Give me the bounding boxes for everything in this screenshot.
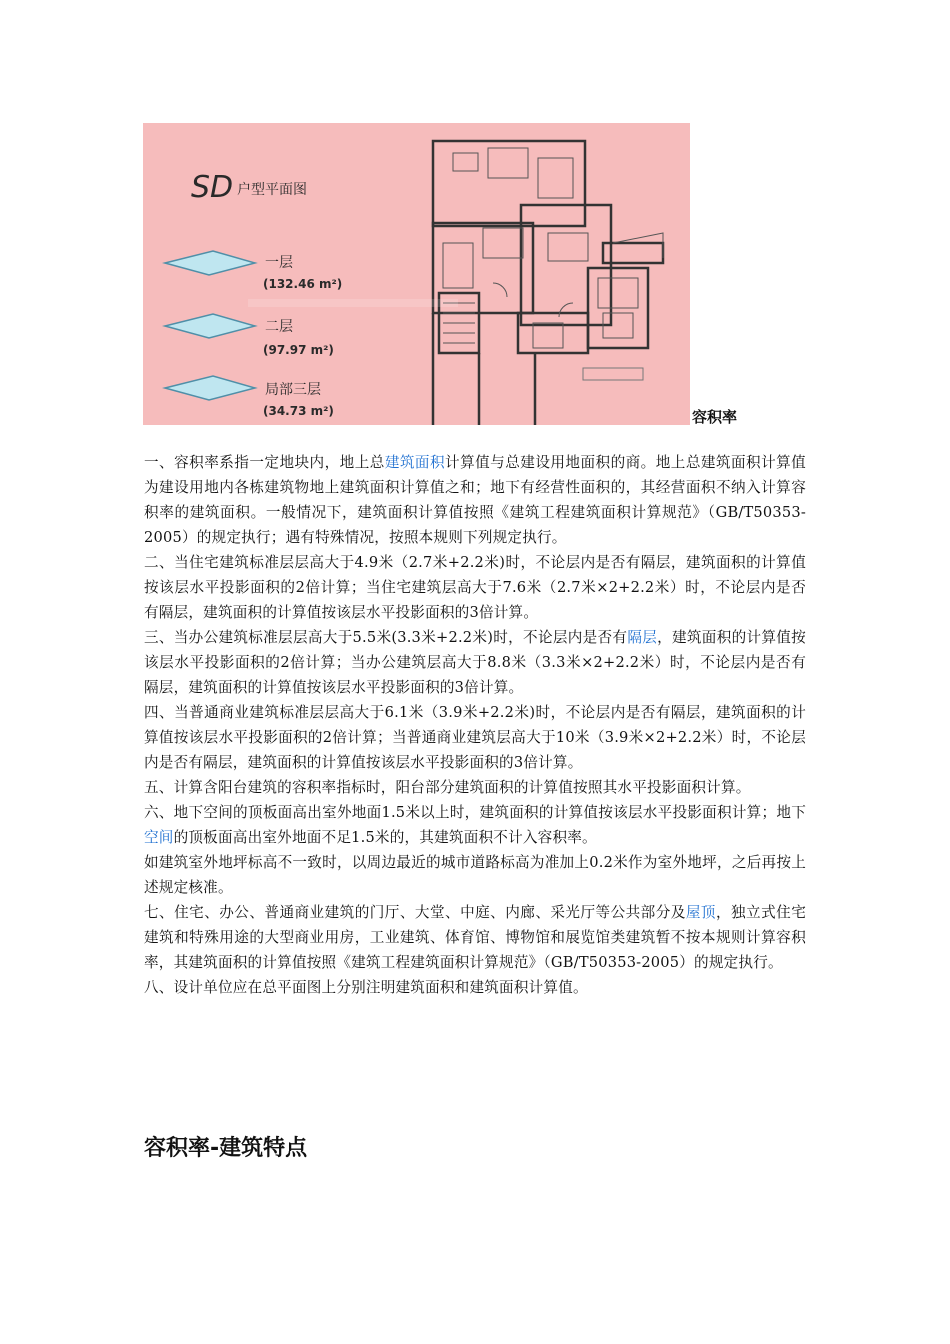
floor-1-label: 一层 [265,255,293,271]
paragraph-text: 二、当住宅建筑标准层层高大于4.9米（2.7米+2.2米)时，不论层内是否有隔层，建筑面积的计算值按该层水平投影面积的2倍计算；当住宅建筑层高大于7.6米（2.7米×2+2.2米）时，不论层内是否有隔层，建筑面积的计算值按该层水平投影面积的3倍计算。 [144,554,806,621]
floor-3-label: 局部三层 [265,382,321,398]
paragraph [144,700,806,775]
paragraph-text: 八、设计单位应在总平面图上分别注明建筑面积和建筑面积计算值。 [144,979,588,996]
paragraph-text: 三、当办公建筑标准层层高大于5.5米(3.3米+2.2米)时，不论层内是否有 [144,629,628,646]
floor-1-area: (132.46 m²) [263,277,343,291]
paragraph [144,625,806,700]
floor-3-area: (34.73 m²) [263,404,334,418]
paragraph-text: ，建筑面积的计算值按该层水平投影面积的2倍计算；当办公建筑层高大于8.8米（3.3米×2+2.2米）时，不论层内是否有隔层，建筑面积的计算值按该层水平投影面积的3倍计算。 [144,629,806,696]
paragraph [144,975,806,1000]
floor-2-area: (97.97 m²) [263,343,334,357]
paragraph-text: 五、计算含阳台建筑的容积率指标时，阳台部分建筑面积的计算值按照其水平投影面积计算。 [144,779,751,796]
paragraph-text: 的顶板面高出室外地面不足1.5米的，其建筑面积不计入容积率。 [173,829,597,846]
paragraph [144,775,806,800]
plan-logo-text: SD [191,170,234,205]
watermark-text [248,299,458,307]
article-body [144,450,806,1000]
inline-link[interactable]: 隔层 [627,629,658,646]
floor-plan-drawing [143,123,690,425]
paragraph-text: 一、容积率系指一定地块内，地上总 [144,454,385,471]
paragraph [144,850,806,900]
floor-2-swatch-icon [165,314,255,338]
paragraph-text: 如建筑室外地坪标高不一致时，以周边最近的城市道路标高为准加上0.2米作为室外地坪，之后再按上述规定核准。 [144,854,806,896]
plan-title-text: 户型平面图 [237,182,307,198]
floor-3-swatch-icon [165,376,255,400]
paragraph-text: 七、住宅、办公、普通商业建筑的门厅、大堂、中庭、内廊、采光厅等公共部分及 [144,904,686,921]
floor-2-label: 二层 [265,319,293,335]
paragraph-text: 四、当普通商业建筑标准层层高大于6.1米（3.9米+2.2米)时，不论层内是否有隔层，建筑面积的计算值按该层水平投影面积的2倍计算；当普通商业建筑层高大于10米（3.9米×2+2.2米）时，不论层内是否有隔层，建筑面积的计算值按该层水平投影面积的3倍计算。 [144,704,806,771]
inline-link[interactable]: 建筑面积 [384,454,446,471]
paragraph-text: 计算值与总建设用地面积的商。地上总建筑面积计算值为建设用地内各栋建筑物地上建筑面积计算值之和；地下有经营性面积的，其经营面积不纳入计算容积率的建筑面积。一般情况下，建筑面积计算值按照《建筑工程建筑面积计算规范》（GB/T50353-2005）的规定执行；遇有特殊情况，按照本规则下列规定执行。 [144,454,806,546]
inline-link[interactable]: 空间 [144,829,174,846]
paragraph [144,550,806,625]
figure-caption: 容积率 [692,408,738,426]
paragraph [144,450,806,550]
paragraph [144,900,806,975]
paragraph [144,800,806,850]
paragraph-text: 六、地下空间的顶板面高出室外地面1.5米以上时，建筑面积的计算值按该层水平投影面积计算；地下 [144,804,806,821]
floor-plan-figure [143,123,690,425]
section-heading: 容积率-建筑特点 [144,1136,308,1161]
floor-plan-walls [433,141,663,425]
floor-1-swatch-icon [165,251,255,275]
inline-link[interactable]: 屋顶 [685,904,716,921]
paragraph-text: ，独立式住宅建筑和特殊用途的大型商业用房，工业建筑、体育馆、博物馆和展览馆类建筑暂不按本规则计算容积率，其建筑面积的计算值按照《建筑工程建筑面积计算规范》（GB/T50353-2005）的规定执行。 [144,904,806,971]
